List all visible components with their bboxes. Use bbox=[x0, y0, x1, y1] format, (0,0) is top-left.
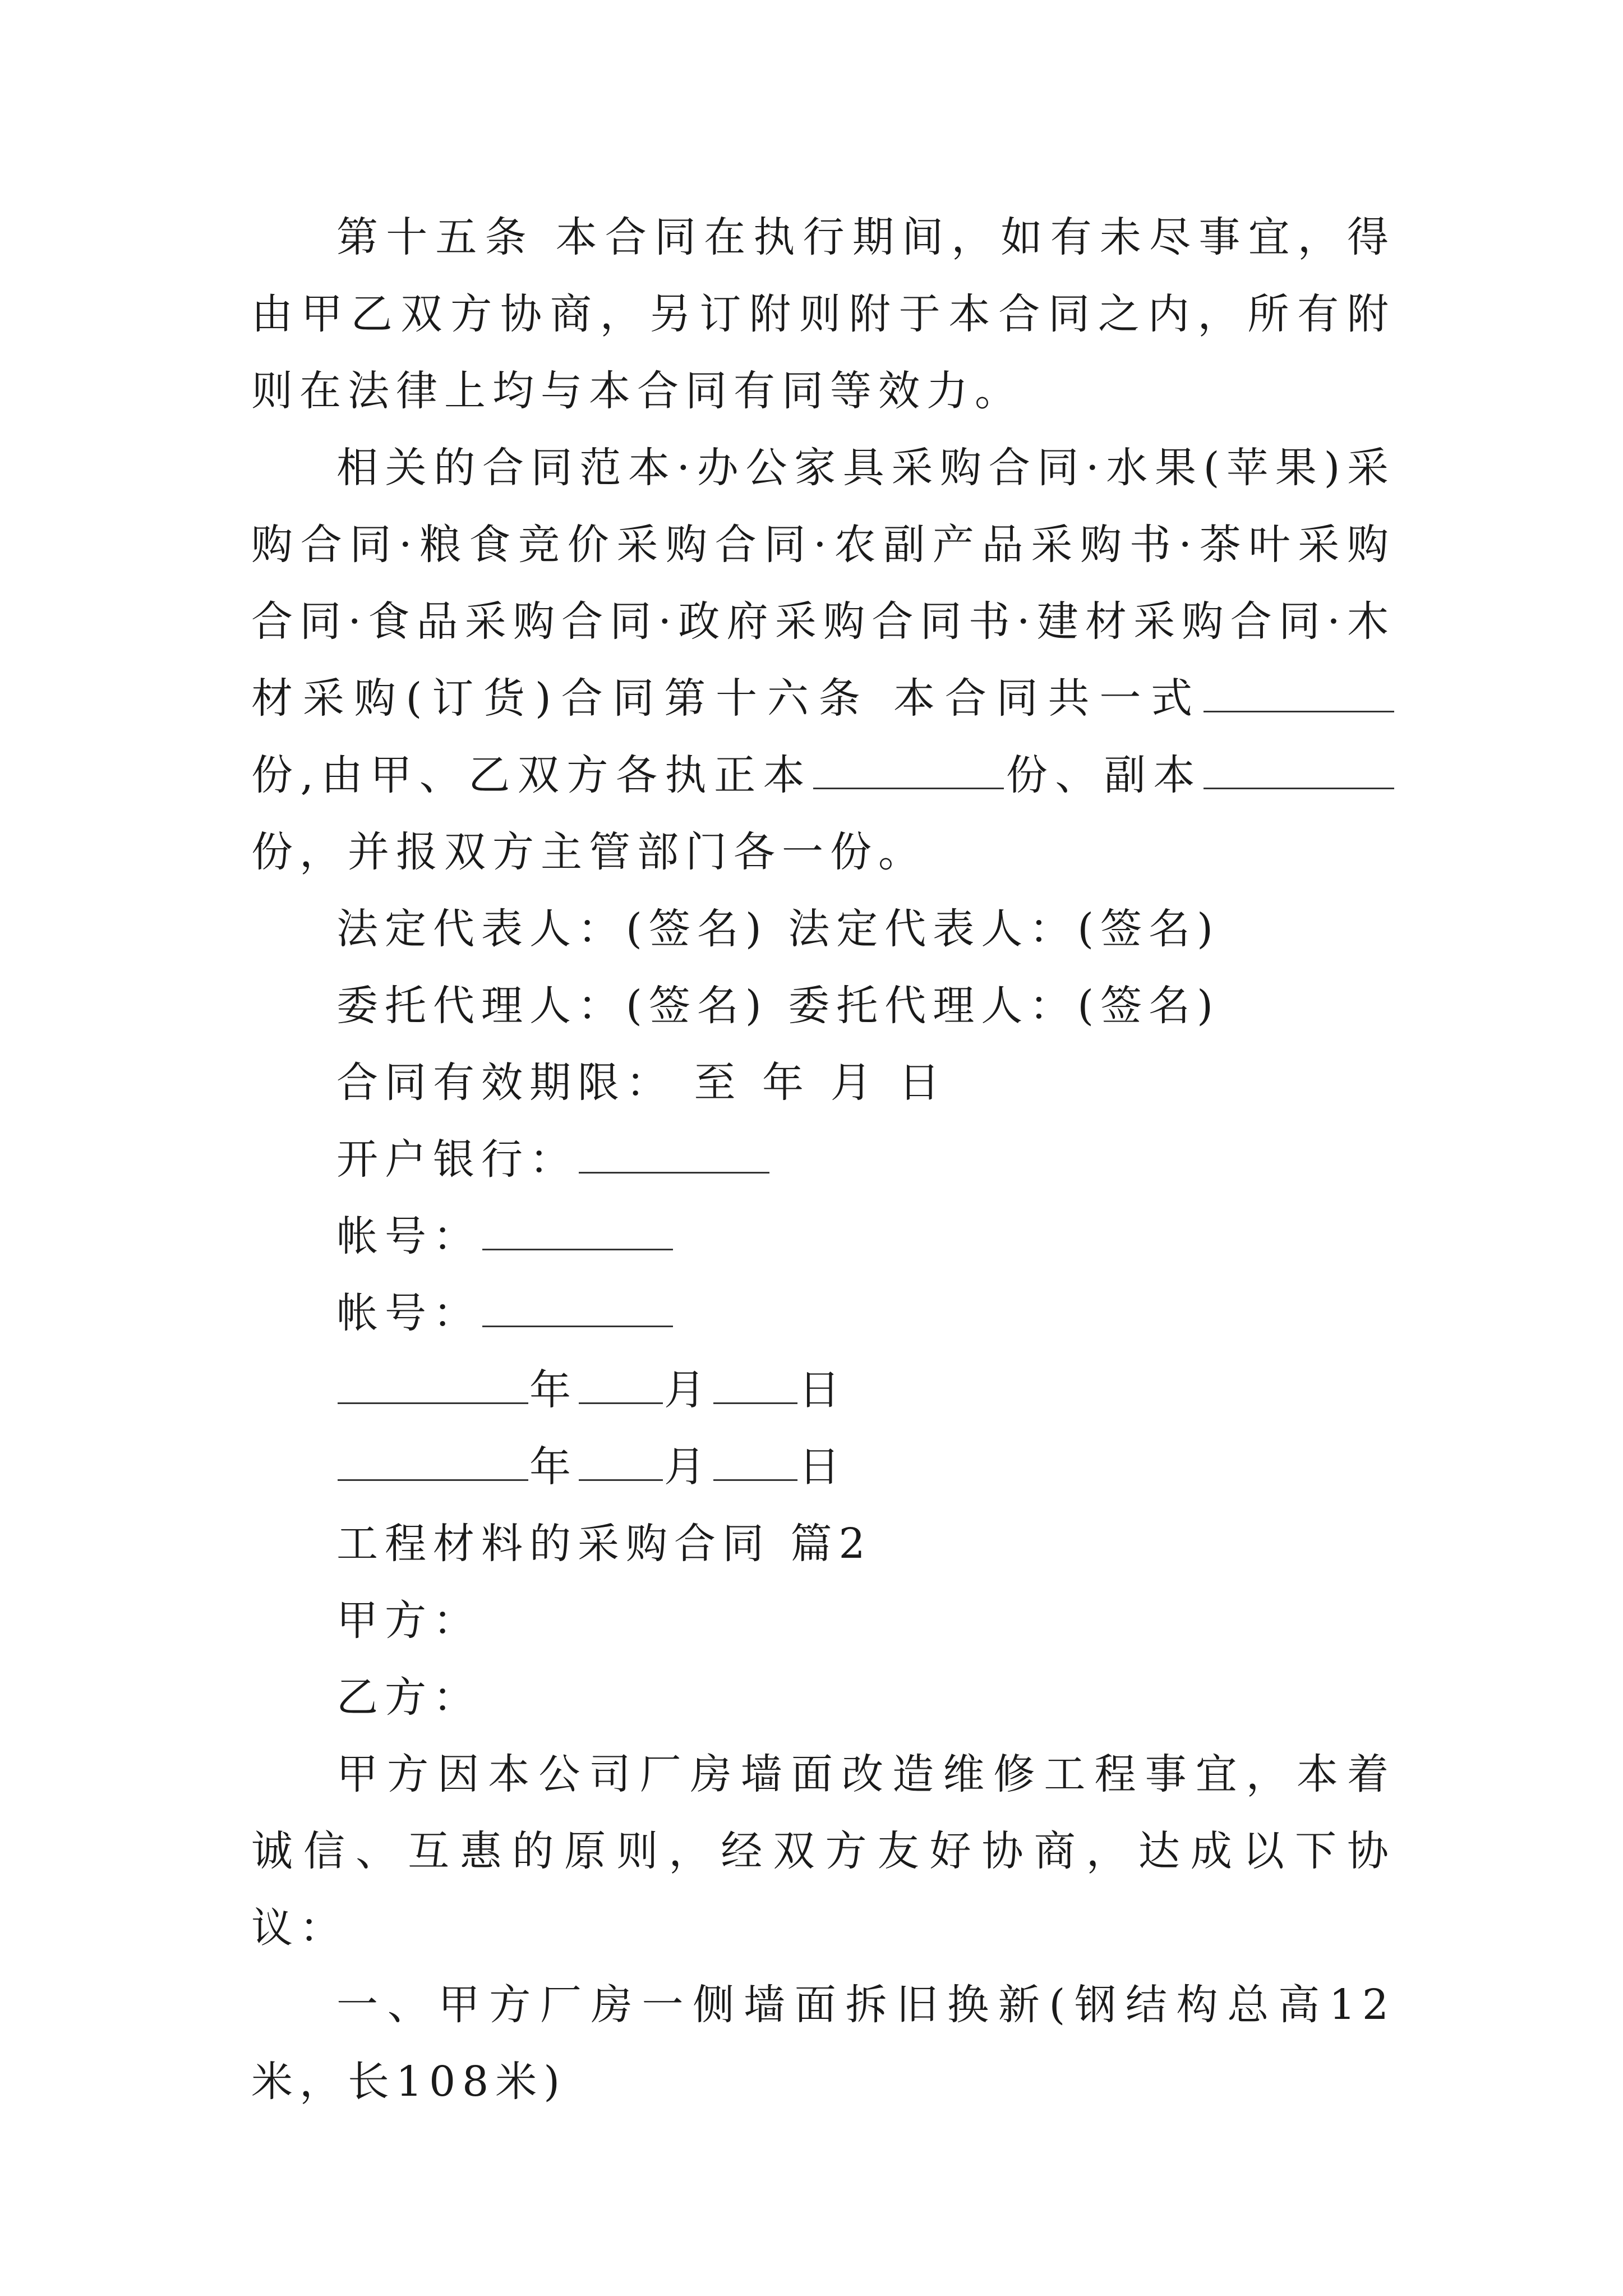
date-line-2 bbox=[251, 1429, 1395, 1506]
account-blank-1[interactable] bbox=[482, 1212, 673, 1250]
bank-blank[interactable] bbox=[579, 1135, 769, 1174]
year-label-1: 年 bbox=[529, 1366, 578, 1414]
bank-line bbox=[251, 1121, 1395, 1198]
copies-text: 份,由甲、乙双方各执正本 bbox=[251, 751, 813, 799]
party-b-line: 乙方： bbox=[336, 1673, 481, 1722]
account-label-1: 帐号： bbox=[336, 1212, 481, 1260]
related-templates-paragraph bbox=[251, 430, 1395, 891]
account-label-2: 帐号： bbox=[336, 1289, 481, 1337]
section-2-intro-paragraph: 甲方因本公司厂房墙面改造维修工程事宜，本着诚信、互惠的原则，经双方友好协商，达成以下协议： bbox=[251, 1750, 1395, 1952]
date-year-blank-2[interactable] bbox=[338, 1442, 528, 1481]
party-a-line: 甲方： bbox=[336, 1596, 481, 1645]
month-label-2: 月 bbox=[664, 1443, 712, 1491]
date-year-blank-1[interactable] bbox=[338, 1365, 528, 1404]
copies-total-blank[interactable] bbox=[1204, 674, 1394, 712]
related-templates-text: 相关的合同范本·办公家具采购合同·水果(苹果)采购合同·粮食竞价采购合同·农副产品采购书·茶叶采购合同·食品采购合同·政府采购合同书·建材采购合同·木材采购(订货)合同第十六条 本合同共一式 bbox=[251, 444, 1395, 723]
date-month-blank-1[interactable] bbox=[579, 1365, 663, 1404]
authorized-agent-line: 委托代理人：(签名) 委托代理人：(签名) bbox=[336, 982, 1220, 1030]
day-label-2: 日 bbox=[799, 1443, 847, 1491]
copies-end-text: 份，并报双方主管部门各一份。 bbox=[251, 828, 926, 876]
day-label-1: 日 bbox=[799, 1366, 847, 1414]
account-line-1 bbox=[251, 1198, 1395, 1275]
date-day-blank-2[interactable] bbox=[713, 1442, 797, 1481]
validity-period-line: 合同有效期限： 至 年 月 日 bbox=[336, 1059, 947, 1107]
section-2-item-1: 一、甲方厂房一侧墙面拆旧换新(钢结构总高12米，长108米) bbox=[251, 1981, 1395, 2106]
account-line-2 bbox=[251, 1275, 1395, 1352]
duplicate-text: 份、副本 bbox=[1005, 751, 1203, 799]
date-line-1 bbox=[251, 1352, 1395, 1429]
date-day-blank-1[interactable] bbox=[713, 1365, 797, 1404]
duplicate-copies-blank[interactable] bbox=[1204, 751, 1394, 789]
month-label-1: 月 bbox=[664, 1366, 712, 1414]
account-blank-2[interactable] bbox=[482, 1289, 673, 1327]
legal-representative-line: 法定代表人：(签名) 法定代表人：(签名) bbox=[336, 905, 1220, 953]
bank-label: 开户银行： bbox=[336, 1135, 578, 1184]
year-label-2: 年 bbox=[529, 1443, 578, 1491]
date-month-blank-2[interactable] bbox=[579, 1442, 663, 1481]
article-15-paragraph: 第十五条 本合同在执行期间，如有未尽事宜，得由甲乙双方协商，另订附则附于本合同之内，所有附则在法律上均与本合同有同等效力。 bbox=[251, 213, 1395, 415]
original-copies-blank[interactable] bbox=[813, 751, 1004, 789]
document-body bbox=[251, 199, 1395, 2120]
section-2-title: 工程材料的采购合同 篇2 bbox=[336, 1520, 872, 1568]
